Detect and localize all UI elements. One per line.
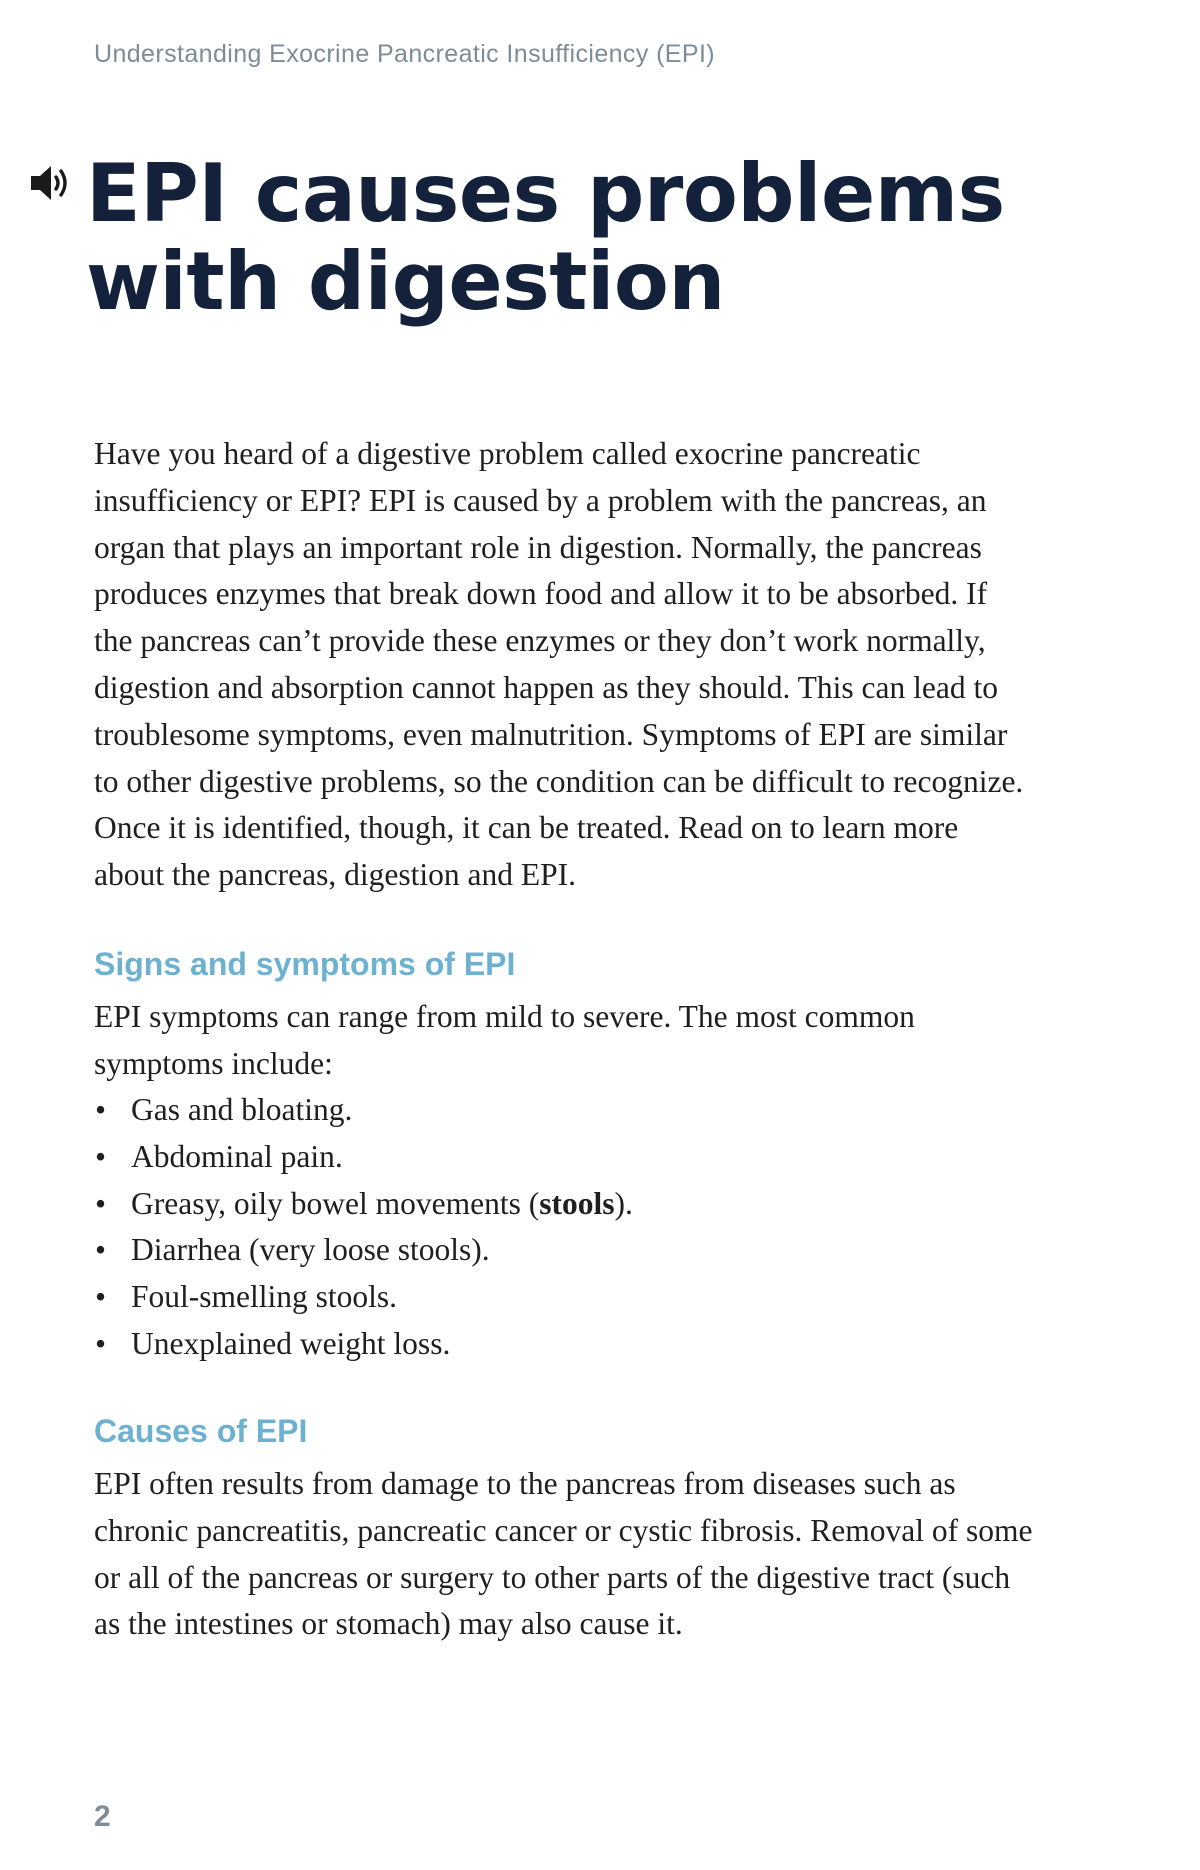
list-item (94, 1134, 1094, 1181)
causes-line: or all of the pancreas or surgery to other parts of the digestive tract (such (94, 1559, 1011, 1595)
list-item-text: Greasy, oily bowel movements ( (131, 1185, 540, 1221)
list-item (94, 1087, 1094, 1134)
section-heading-causes: Causes of EPI (94, 1413, 308, 1449)
intro-line: the pancreas can’t provide these enzymes or they don’t work normally, (94, 623, 986, 659)
intro-line: Have you heard of a digestive problem called exocrine pancreatic (94, 436, 921, 471)
list-item (94, 1274, 1094, 1321)
glossary-term: stools (539, 1185, 615, 1221)
signs-paragraph (94, 994, 1124, 1088)
page-number: 2 (94, 1800, 111, 1833)
bullet: • (95, 1185, 107, 1221)
bullet: • (95, 1092, 107, 1127)
bullet: • (95, 1138, 107, 1174)
bullet: • (95, 1325, 107, 1361)
causes-line: chronic pancreatitis, pancreatic cancer or cystic fibrosis. Removal of some (94, 1512, 1033, 1548)
speaker-volume-icon[interactable] (29, 163, 77, 203)
list-item-text: Abdominal pain. (131, 1138, 343, 1174)
causes-line: EPI often results from damage to the pancreas from diseases such as (94, 1466, 956, 1501)
signs-line: symptoms include: (94, 1045, 333, 1081)
intro-line: to other digestive problems, so the condition can be difficult to recognize. (94, 763, 1024, 799)
intro-line: insufficiency or EPI? EPI is caused by a problem with the pancreas, an (94, 482, 987, 518)
section-heading-signs: Signs and symptoms of EPI (94, 946, 516, 982)
bullet: • (95, 1279, 107, 1315)
list-item-text: Unexplained weight loss. (131, 1325, 451, 1361)
list-item (94, 1181, 1094, 1228)
signs-line: EPI symptoms can range from mild to severe. The most common (94, 999, 915, 1034)
causes-line: as the intestines or stomach) may also cause it. (94, 1606, 683, 1642)
list-item (94, 1227, 1094, 1274)
page-title-line: EPI causes problems (86, 147, 1005, 240)
intro-line: organ that plays an important role in digestion. Normally, the pancreas (94, 529, 982, 565)
list-item-text: Diarrhea (very loose stools). (131, 1232, 490, 1268)
causes-paragraph (94, 1461, 1134, 1648)
intro-line: troublesome symptoms, even malnutrition. Symptoms of EPI are similar (94, 716, 1008, 752)
list-item-text: Foul-smelling stools. (131, 1279, 398, 1315)
intro-line: digestion and absorption cannot happen as they should. This can lead to (94, 669, 998, 705)
list-item-text: ). (614, 1185, 633, 1221)
intro-line: Once it is identified, though, it can be treated. Read on to learn more (94, 810, 959, 846)
symptoms-list (94, 1087, 1094, 1368)
intro-line: produces enzymes that break down food and allow it to be absorbed. If (94, 576, 988, 612)
list-item (94, 1321, 1094, 1368)
page-title (86, 147, 1166, 328)
list-item-text: Gas and bloating. (131, 1092, 353, 1127)
bullet: • (95, 1232, 107, 1268)
intro-line: about the pancreas, digestion and EPI. (94, 857, 576, 893)
page-title-line: with digestion (86, 235, 725, 328)
running-header: Understanding Exocrine Pancreatic Insufficiency (EPI) (94, 40, 716, 68)
intro-paragraph (94, 431, 1124, 899)
